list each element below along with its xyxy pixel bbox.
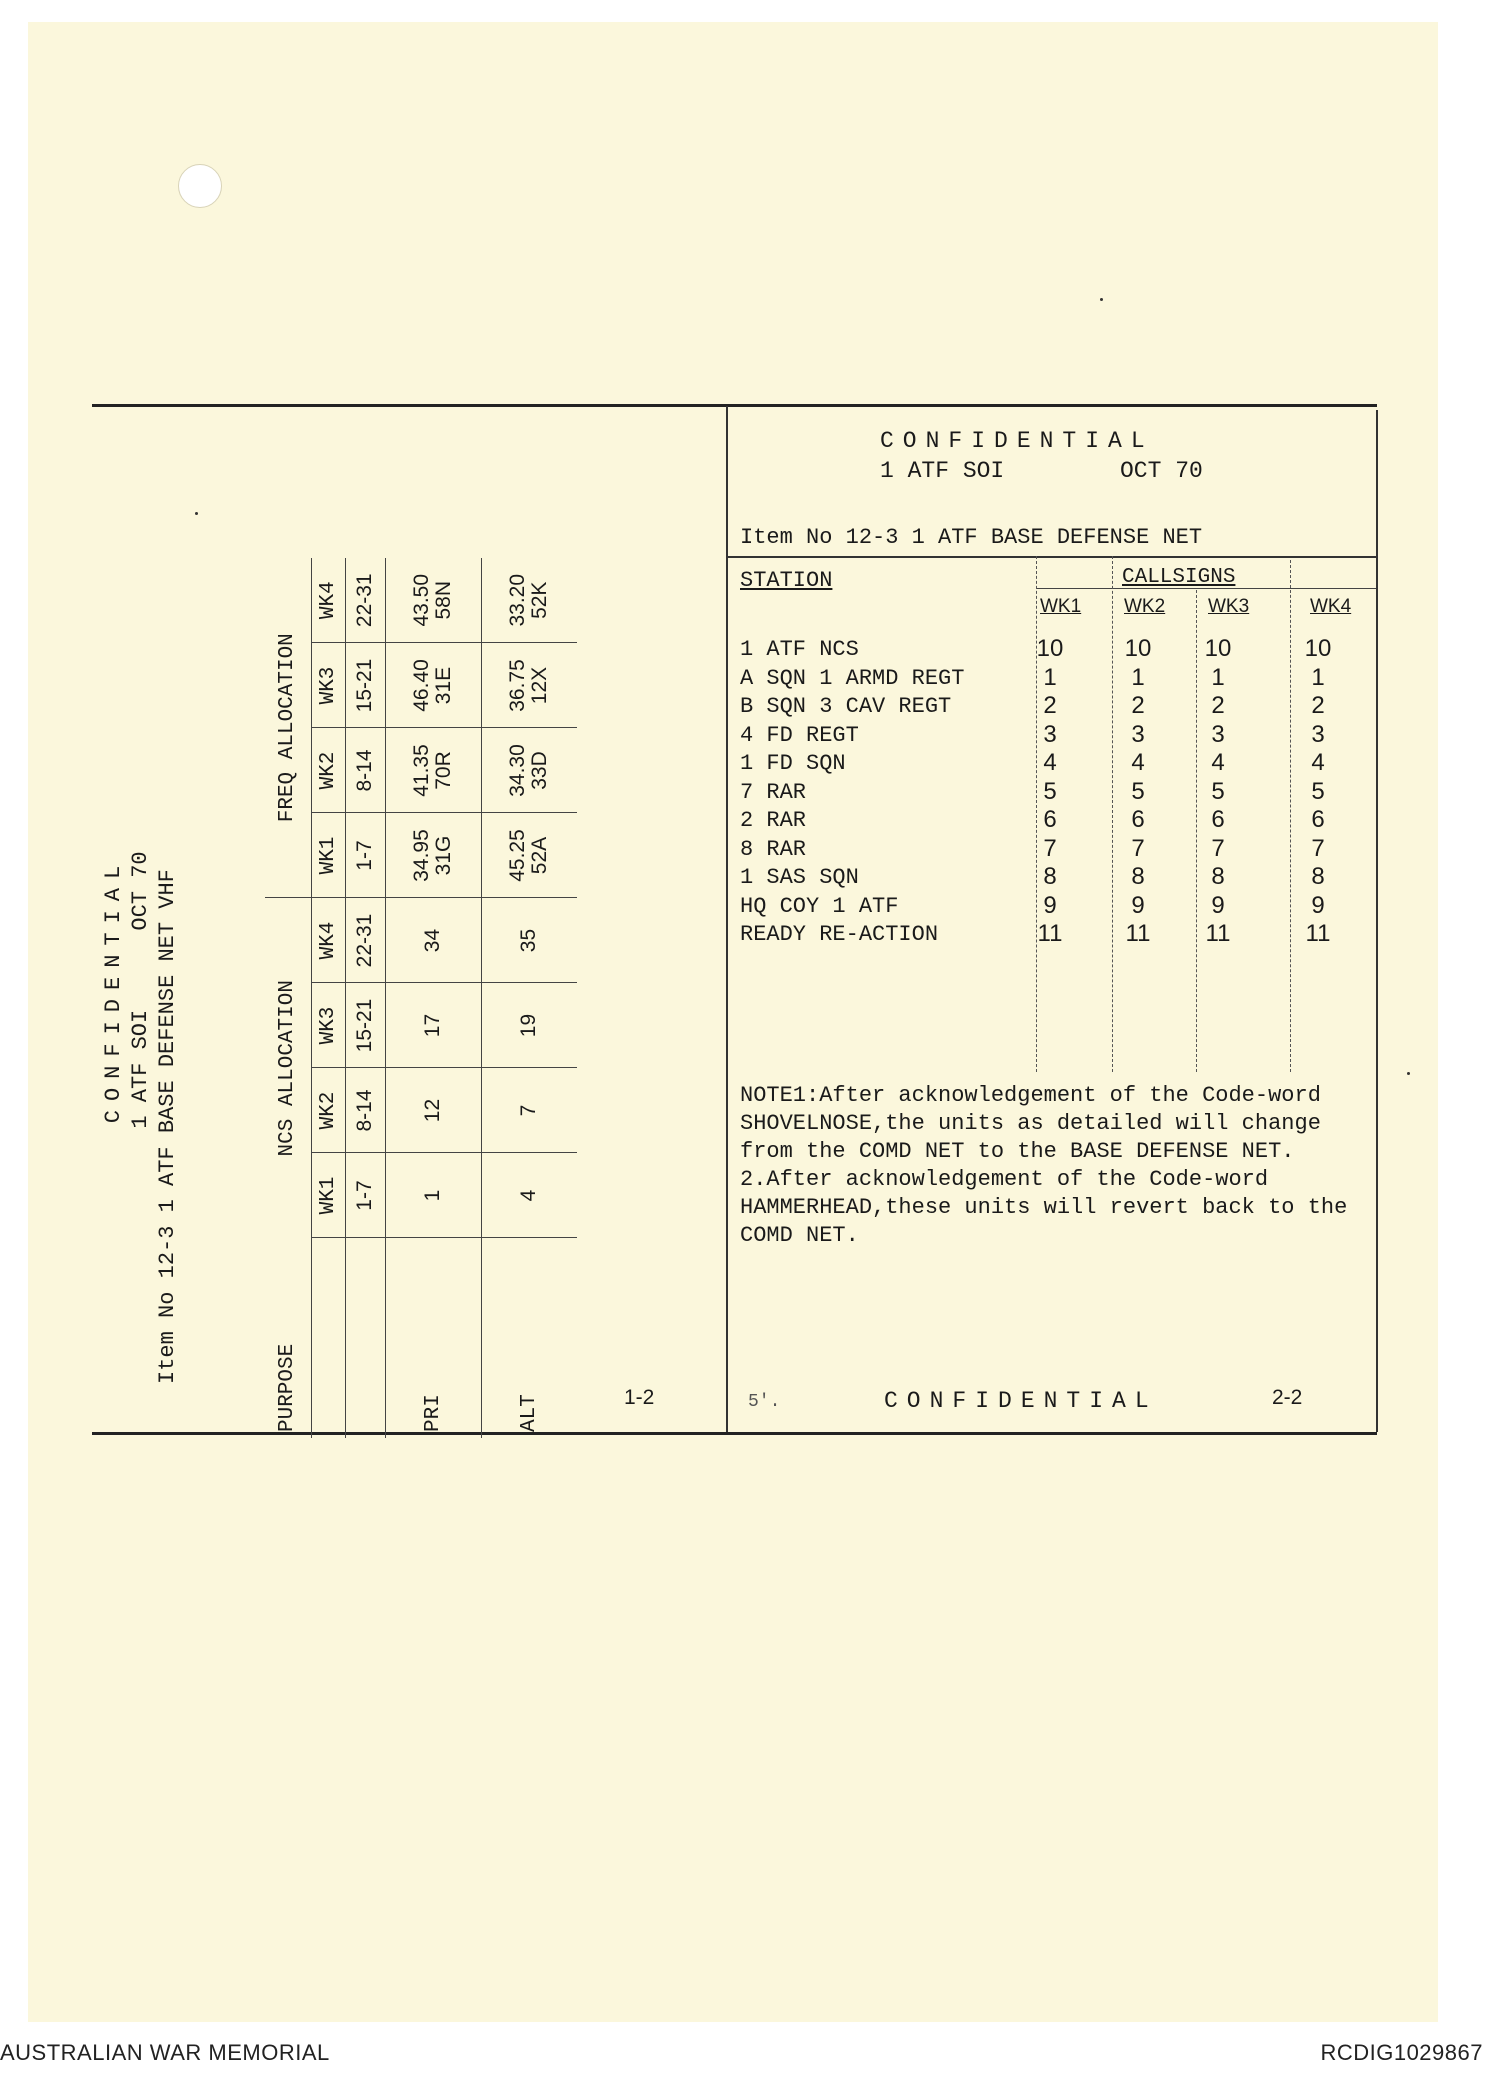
note-1: NOTE1:After acknowledgement of the Code-word SHOVELNOSE,the units as detailed will change from the COMD NET to the BASE DEFENSE NET. (740, 1083, 1321, 1164)
header-date: OCT 70 (1120, 458, 1203, 484)
callsign-cell: 11 (1305, 920, 1331, 947)
callsign-cell: 4 (1211, 749, 1225, 776)
station-name: 4 FD REGT (740, 722, 859, 748)
top-rule (92, 404, 1377, 407)
alt-cell: 34.30 33D (481, 728, 577, 813)
wk-cell: WK4 (311, 558, 345, 643)
pri-cell: 34.95 31G (385, 813, 481, 898)
callsign-cell: 8 (1131, 863, 1145, 890)
callsign-cell: 9 (1131, 891, 1145, 919)
callsign-cell: 1 (1211, 663, 1225, 691)
note-block (740, 1082, 1360, 1250)
station-name: A SQN 1 ARMD REGT (740, 665, 965, 691)
callsign-cell: 1 (1311, 663, 1325, 691)
days-cell: 22-31 (345, 898, 385, 983)
speck (195, 512, 198, 515)
callsign-cell: 11 (1037, 920, 1063, 947)
callsign-cell: 4 (1131, 749, 1145, 776)
days-cell: 1-7 (345, 813, 385, 898)
item-title: Item No 12-3 1 ATF BASE DEFENSE NET (740, 525, 1203, 550)
callsign-cell: 11 (1125, 920, 1151, 947)
callsign-cell: 11 (1205, 920, 1231, 947)
item-rule (728, 556, 1378, 558)
wk3-header: WK3 (1208, 596, 1250, 617)
callsign-cell: 4 (1043, 749, 1057, 776)
pri-cell: 1 (385, 1153, 481, 1238)
left-grid (265, 558, 645, 1438)
pri-cell: 43.50 58N (385, 558, 481, 643)
callsign-cell: 9 (1311, 891, 1325, 919)
callsign-cell: 7 (1311, 834, 1325, 862)
callsign-cell: 1 (1131, 663, 1145, 691)
left-item: Item No 12-3 1 ATF BASE DEFENSE NET VHF (155, 869, 180, 1384)
callsign-cell: 6 (1311, 806, 1325, 833)
wk1-header: WK1 (1040, 596, 1082, 617)
center-divider (726, 406, 728, 1432)
alt-cell: 45.25 52A (481, 813, 577, 898)
callsign-cell: 2 (1131, 692, 1145, 719)
callsign-cell: 3 (1211, 720, 1225, 748)
callsign-cell: 6 (1043, 806, 1057, 833)
callsign-cell: 1 (1043, 663, 1057, 691)
left-classification: CONFIDENTIAL (101, 856, 126, 1124)
alt-cell: 33.20 52K (481, 558, 577, 643)
station-name: READY RE-ACTION (740, 922, 939, 947)
station-header: STATION (740, 568, 833, 593)
days-cell: 8-14 (345, 1068, 385, 1153)
callsign-cell: 7 (1211, 834, 1225, 862)
callsign-cell: 10 (1204, 635, 1232, 662)
station-name: 1 ATF NCS (740, 637, 859, 662)
footer-right: RCDIG1029867 (1320, 2040, 1483, 2065)
footer-classification: CONFIDENTIAL (884, 1388, 1158, 1414)
wk-cell: WK3 (311, 643, 345, 728)
ncs-allocation-label: NCS ALLOCATION (276, 980, 300, 1157)
left-soi-line (127, 556, 154, 1424)
station-name: 1 SAS SQN (740, 865, 859, 890)
callsign-cell: 3 (1131, 720, 1145, 748)
days-cell: 1-7 (345, 1153, 385, 1238)
header-soi: 1 ATF SOI (880, 458, 1005, 484)
purpose-row (265, 558, 311, 1438)
footer-left: AUSTRALIAN WAR MEMORIAL (0, 2040, 330, 2065)
speck (1407, 1072, 1410, 1075)
wk-cell: WK1 (311, 1153, 345, 1238)
callsign-cell: 8 (1211, 863, 1225, 890)
callsign-cell: 10 (1036, 635, 1064, 662)
callsign-cell: 6 (1211, 806, 1225, 833)
callsign-cell: 2 (1211, 692, 1225, 719)
right-border (1376, 410, 1378, 1432)
right-page-number: 2-2 (1272, 1386, 1303, 1409)
callsign-cell: 2 (1043, 692, 1057, 719)
station-name: HQ COY 1 ATF (740, 893, 899, 919)
days-cell: 8-14 (345, 728, 385, 813)
wk-rule (1036, 588, 1376, 589)
alt-row (481, 558, 577, 1438)
left-soi: 1 ATF SOI (128, 1009, 153, 1129)
speck (1100, 298, 1103, 301)
header-classification: CONFIDENTIAL (880, 428, 1154, 454)
callsign-cell: 7 (1043, 834, 1057, 862)
col-divider (1290, 560, 1291, 1072)
alt-cell: 4 (481, 1153, 577, 1238)
callsign-cell: 7 (1131, 834, 1145, 862)
footer-mark: 5'. (748, 1392, 781, 1412)
purpose-label: PURPOSE (276, 1343, 300, 1432)
punch-hole (178, 164, 222, 208)
wk-cell: WK2 (311, 728, 345, 813)
callsign-cell: 10 (1124, 635, 1152, 662)
callsign-cell: 6 (1131, 806, 1145, 833)
callsign-cell: 9 (1211, 891, 1225, 919)
week-row (311, 558, 345, 1438)
callsign-cell: 3 (1043, 720, 1057, 748)
days-cell: 15-21 (345, 983, 385, 1068)
pri-cell: 17 (385, 983, 481, 1068)
alt-cell: 7 (481, 1068, 577, 1153)
wk-cell: WK4 (311, 898, 345, 983)
callsign-cell: 5 (1311, 777, 1325, 805)
left-page-number: 1-2 (624, 1386, 655, 1409)
wk-cell: WK1 (311, 813, 345, 898)
callsigns-header: CALLSIGNS (1122, 566, 1236, 589)
callsign-cell: 10 (1304, 635, 1332, 662)
callsign-cell: 8 (1311, 863, 1325, 890)
wk-cell: WK2 (311, 1068, 345, 1153)
days-row (345, 558, 385, 1438)
pri-cell: 41.35 70R (385, 728, 481, 813)
days-cell: 15-21 (345, 643, 385, 728)
callsign-cell: 4 (1311, 749, 1325, 776)
station-name: 8 RAR (740, 836, 807, 862)
pri-cell: 46.40 31E (385, 643, 481, 728)
callsign-cell: 5 (1131, 777, 1145, 805)
station-name: 2 RAR (740, 808, 807, 833)
days-cell: 22-31 (345, 558, 385, 643)
wk2-header: WK2 (1124, 596, 1166, 617)
alt-label: ALT (517, 1394, 541, 1432)
pri-cell: 12 (385, 1068, 481, 1153)
allocation-table (265, 558, 577, 1438)
wk4-header: WK4 (1310, 596, 1352, 617)
pri-row (385, 558, 481, 1438)
note-2: 2.After acknowledgement of the Code-word HAMMERHEAD,these units will revert back to the COMD NET. (740, 1167, 1348, 1248)
wk-cell: WK3 (311, 983, 345, 1068)
callsign-cell: 8 (1043, 863, 1057, 890)
pri-label: PRI (421, 1394, 445, 1432)
station-name: 7 RAR (740, 779, 807, 805)
station-name: 1 FD SQN (740, 751, 846, 776)
station-name: B SQN 3 CAV REGT (740, 694, 952, 719)
freq-allocation-label: FREQ ALLOCATION (265, 558, 311, 898)
callsign-cell: 5 (1043, 777, 1057, 805)
alt-cell: 19 (481, 983, 577, 1068)
alt-cell: 36.75 12X (481, 643, 577, 728)
callsign-cell: 3 (1311, 720, 1325, 748)
callsign-cell: 2 (1311, 692, 1325, 719)
pri-cell: 34 (385, 898, 481, 983)
callsign-cell: 5 (1211, 777, 1225, 805)
left-date: OCT 70 (128, 851, 153, 931)
callsign-cell: 9 (1043, 891, 1057, 919)
alt-cell: 35 (481, 898, 577, 983)
